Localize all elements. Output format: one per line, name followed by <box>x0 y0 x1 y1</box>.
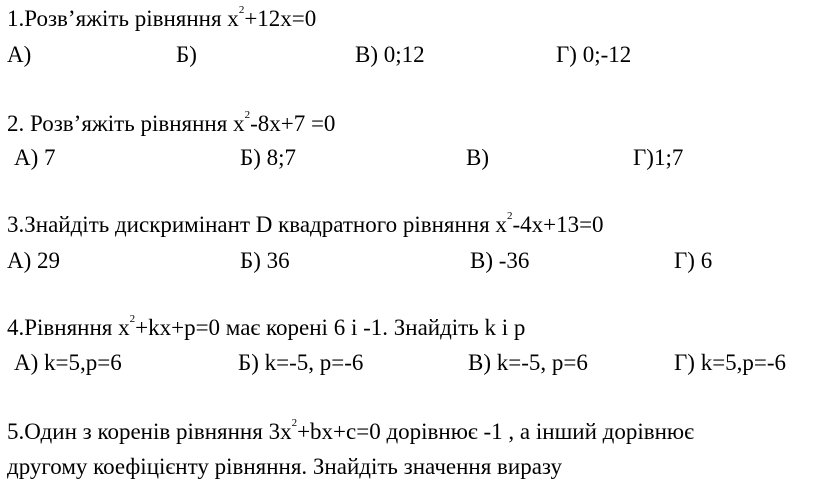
question-5 <box>7 417 694 444</box>
question-3 <box>7 210 604 237</box>
question-1-text-after: +12x=0 <box>244 6 317 31</box>
question-5-text-after: +bx+c=0 дорівнює -1 , а інший дорівнює <box>297 419 694 444</box>
question-2-option-a: А) 7 <box>14 145 56 170</box>
question-1-option-d: Г) 0;-12 <box>556 42 632 67</box>
question-3-option-d: Г) 6 <box>674 248 713 273</box>
question-4-option-d: Г) k=5,p=-6 <box>674 350 787 375</box>
question-4-text-after: +kx+p=0 має корені 6 і -1. Знайдіть k і p <box>135 315 526 340</box>
question-1 <box>7 4 317 31</box>
question-2-text-before: 2. Розв’яжіть рівняння x <box>7 111 245 136</box>
question-3-text-before: 3.Знайдіть дискримінант D квадратного рівняння x <box>7 212 507 237</box>
question-4-option-a: А) k=5,p=6 <box>14 350 122 375</box>
question-2-option-c: В) <box>466 145 489 170</box>
question-3-option-c: В) -36 <box>470 248 530 273</box>
question-3-text-after: -4x+13=0 <box>512 212 604 237</box>
question-4 <box>7 313 526 340</box>
question-2 <box>7 109 336 136</box>
question-3-option-b: Б) 36 <box>240 248 290 273</box>
question-1-option-a: А) <box>7 42 32 67</box>
question-3-option-a: А) 29 <box>7 248 61 273</box>
question-4-option-b: Б) k=-5, p=-6 <box>238 350 364 375</box>
question-3-exponent: 2 <box>506 210 513 222</box>
question-2-exponent: 2 <box>244 109 251 121</box>
question-5-exponent: 2 <box>291 417 298 429</box>
question-1-option-c: В) 0;12 <box>355 42 425 67</box>
question-4-text-before: 4.Рівняння x <box>7 315 130 340</box>
question-1-option-b: Б) <box>176 42 197 67</box>
question-1-exponent: 2 <box>238 4 245 16</box>
question-2-option-d: Г)1;7 <box>633 145 684 170</box>
question-4-option-c: В) k=-5, p=6 <box>468 350 588 375</box>
question-5-text-before: 5.Один з коренів рівняння 3x <box>7 419 292 444</box>
question-2-text-after: -8x+7 =0 <box>250 111 336 136</box>
question-1-text-before: 1.Розв’яжіть рівняння x <box>7 6 239 31</box>
question-2-option-b: Б) 8;7 <box>240 145 297 170</box>
question-5-line-2: другому коефіцієнту рівняння. Знайдіть значення виразу <box>7 454 563 479</box>
question-4-exponent: 2 <box>129 313 136 325</box>
